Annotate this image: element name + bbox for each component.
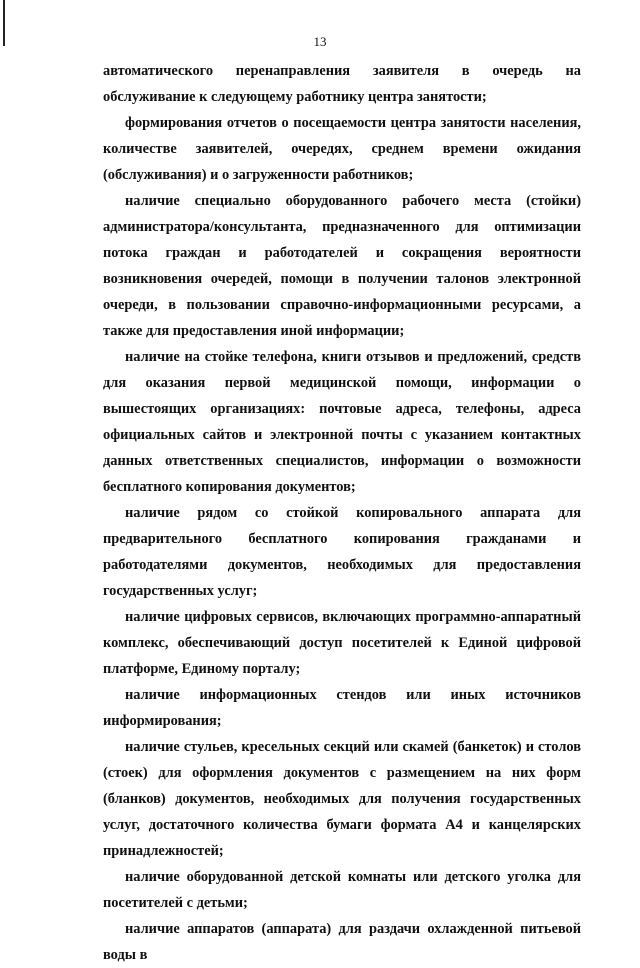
- paragraph-6: наличие цифровых сервисов, включающих программно-аппаратный комплекс, обеспечивающий доступ посетителей к Единой цифровой платформе, Единому порталу;: [103, 609, 581, 677]
- paragraph-5: наличие рядом со стойкой копировального аппарата для предварительного бесплатного копирования гражданами и работодателями документов, необходимых для предоставления государственных услуг;: [103, 505, 581, 599]
- page-number: 13: [313, 34, 327, 49]
- paragraph-3: наличие специально оборудованного рабочего места (стойки) администратора/консультанта, предназначенного для оптимизации потока граждан и работодателей и сокращения вероятности возникновения очередей, помощи в получении талонов электронной очереди, в пользовании справочно-информационными ресурсами, а также для предоставления иной информации;: [103, 193, 581, 339]
- paragraph-10: наличие аппаратов (аппарата) для раздачи охлажденной питьевой воды в: [103, 921, 581, 963]
- paragraph-2: формирования отчетов о посещаемости центра занятости населения, количестве заявителей, очередях, среднем времени ожидания (обслуживания) и о загруженности работников;: [103, 115, 581, 183]
- document-body: [103, 58, 581, 968]
- paragraph-7: наличие информационных стендов или иных источников информирования;: [103, 687, 581, 729]
- paragraph-9: наличие оборудованной детской комнаты или детского уголка для посетителей с детьми;: [103, 869, 581, 911]
- paragraph-8: наличие стульев, кресельных секций или скамей (банкеток) и столов (стоек) для оформления документов с размещением на них форм (бланков) документов, необходимых для получения государственных услуг, достаточного количества бумаги формата А4 и канцелярских принадлежностей;: [103, 739, 581, 859]
- paragraph-1: автоматического перенаправления заявителя в очередь на обслуживание к следующему работнику центра занятости;: [103, 63, 581, 105]
- paragraph-4: наличие на стойке телефона, книги отзывов и предложений, средств для оказания первой медицинской помощи, информации о вышестоящих организациях: почтовые адреса, телефоны, адреса официальных сайтов и электронной почты с указанием контактных данных ответственных специалистов, информации о возможности бесплатного копирования документов;: [103, 349, 581, 495]
